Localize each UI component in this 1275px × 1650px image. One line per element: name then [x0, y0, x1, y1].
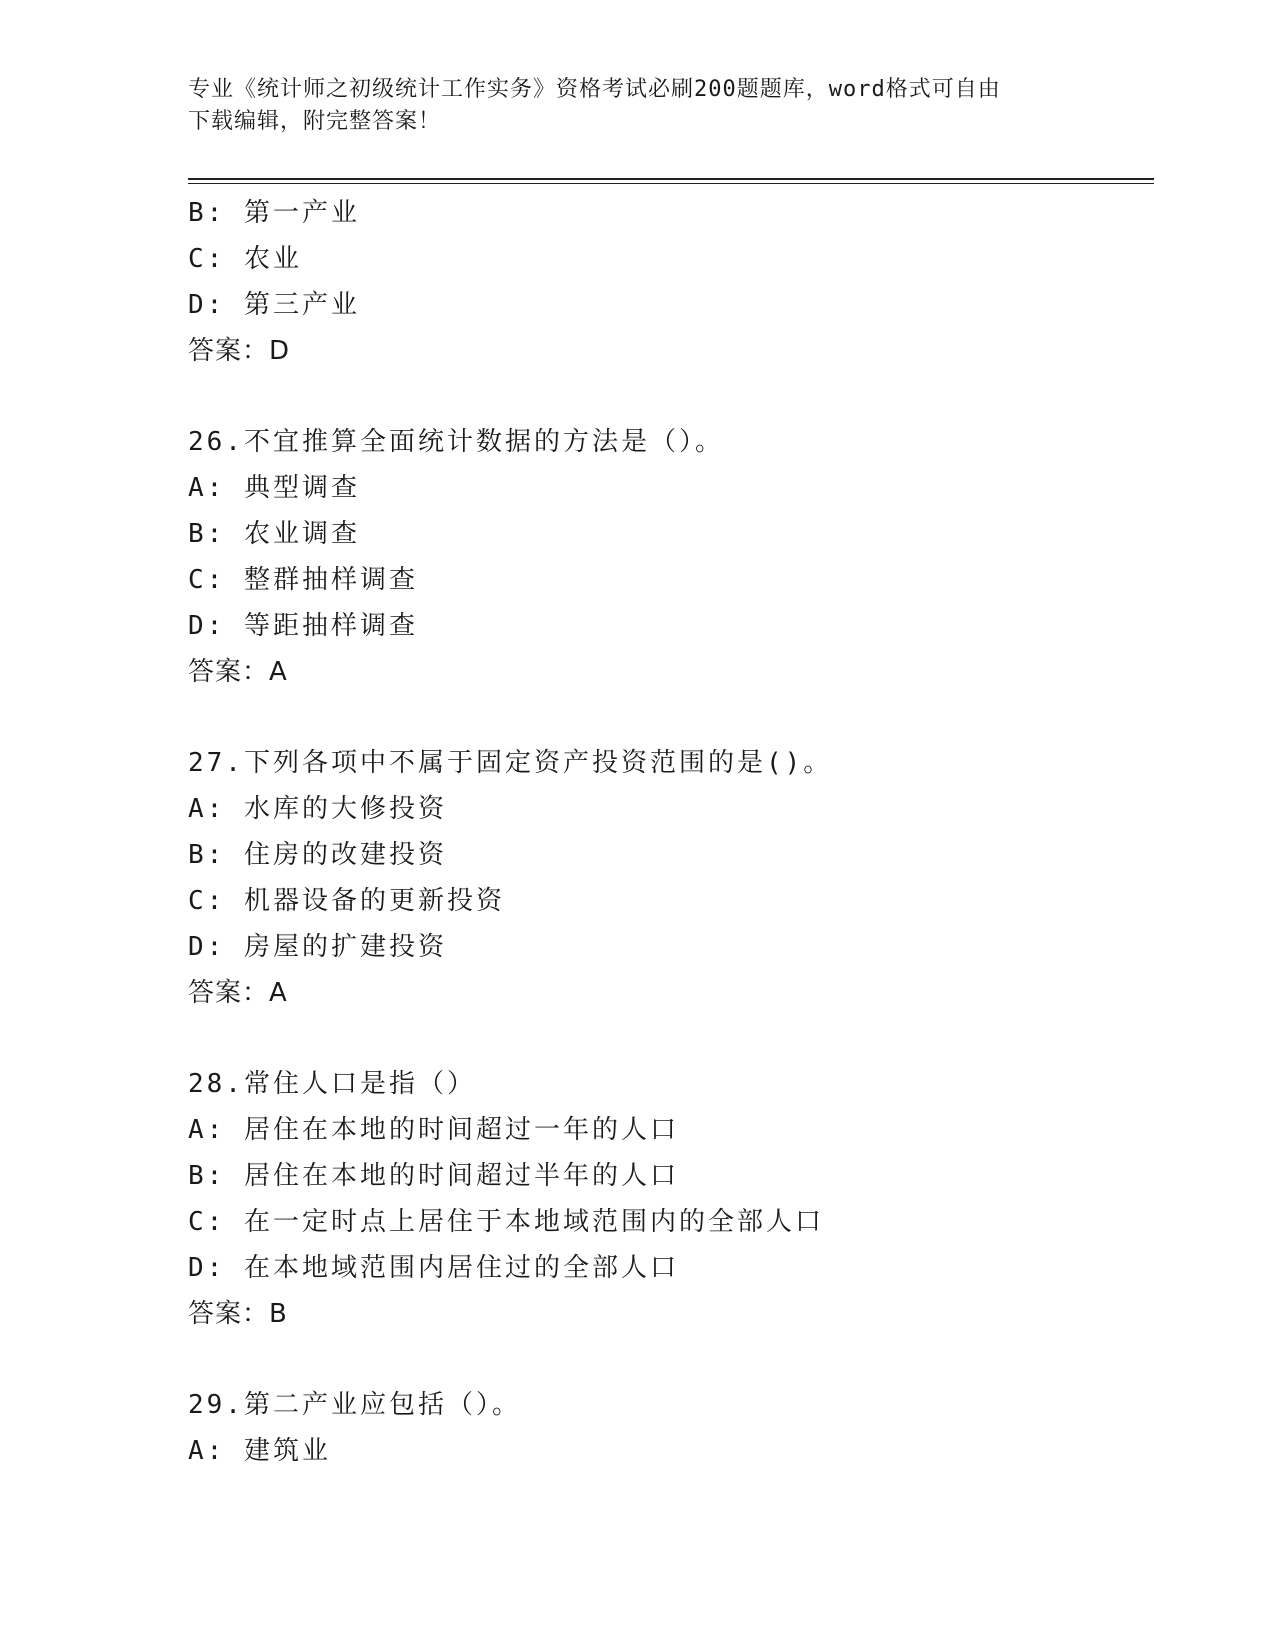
option-d: D: 等距抽样调查 [188, 611, 418, 641]
option-a: A: 建筑业 [188, 1436, 331, 1466]
question-text: 27.下列各项中不属于固定资产投资范围的是()。 [188, 748, 833, 778]
question-29 [188, 1382, 1148, 1474]
header-line-2: 下载编辑，附完整答案！ [188, 109, 442, 134]
question-list [188, 190, 1148, 1474]
option-a: A: 水库的大修投资 [188, 794, 447, 824]
question-text: 28.常住人口是指（） [188, 1069, 476, 1099]
option-d: D: 房屋的扩建投资 [188, 932, 447, 962]
option-d: D: 在本地域范围内居住过的全部人口 [188, 1253, 679, 1283]
option-c: C: 整群抽样调查 [188, 565, 418, 595]
option-c: C: 农业 [188, 244, 302, 274]
question-text: 26.不宜推算全面统计数据的方法是（）。 [188, 427, 724, 457]
option-d: D: 第三产业 [188, 290, 360, 320]
answer: 答案：A [188, 657, 288, 687]
option-b: B: 住房的改建投资 [188, 840, 447, 870]
answer: 答案：B [188, 1299, 288, 1329]
option-b: B: 居住在本地的时间超过半年的人口 [188, 1161, 679, 1191]
header-rule-thin [188, 183, 1154, 184]
option-a: A: 典型调查 [188, 473, 360, 503]
question-text: 29.第二产业应包括（）。 [188, 1390, 521, 1420]
question-28 [188, 1061, 1148, 1337]
answer: 答案：A [188, 978, 288, 1008]
answer: 答案：D [188, 336, 291, 366]
question-26 [188, 419, 1148, 695]
option-b: B: 农业调查 [188, 519, 360, 549]
option-b: B: 第一产业 [188, 198, 360, 228]
option-c: C: 机器设备的更新投资 [188, 886, 505, 916]
option-a: A: 居住在本地的时间超过一年的人口 [188, 1115, 679, 1145]
document-header [188, 74, 1088, 138]
header-rule-thick [188, 178, 1154, 180]
header-line-1: 专业《统计师之初级统计工作实务》资格考试必刷200题题库，word格式可自由 [188, 77, 1001, 102]
option-c: C: 在一定时点上居住于本地域范围内的全部人口 [188, 1207, 824, 1237]
question-25 [188, 190, 1148, 374]
question-27 [188, 740, 1148, 1016]
